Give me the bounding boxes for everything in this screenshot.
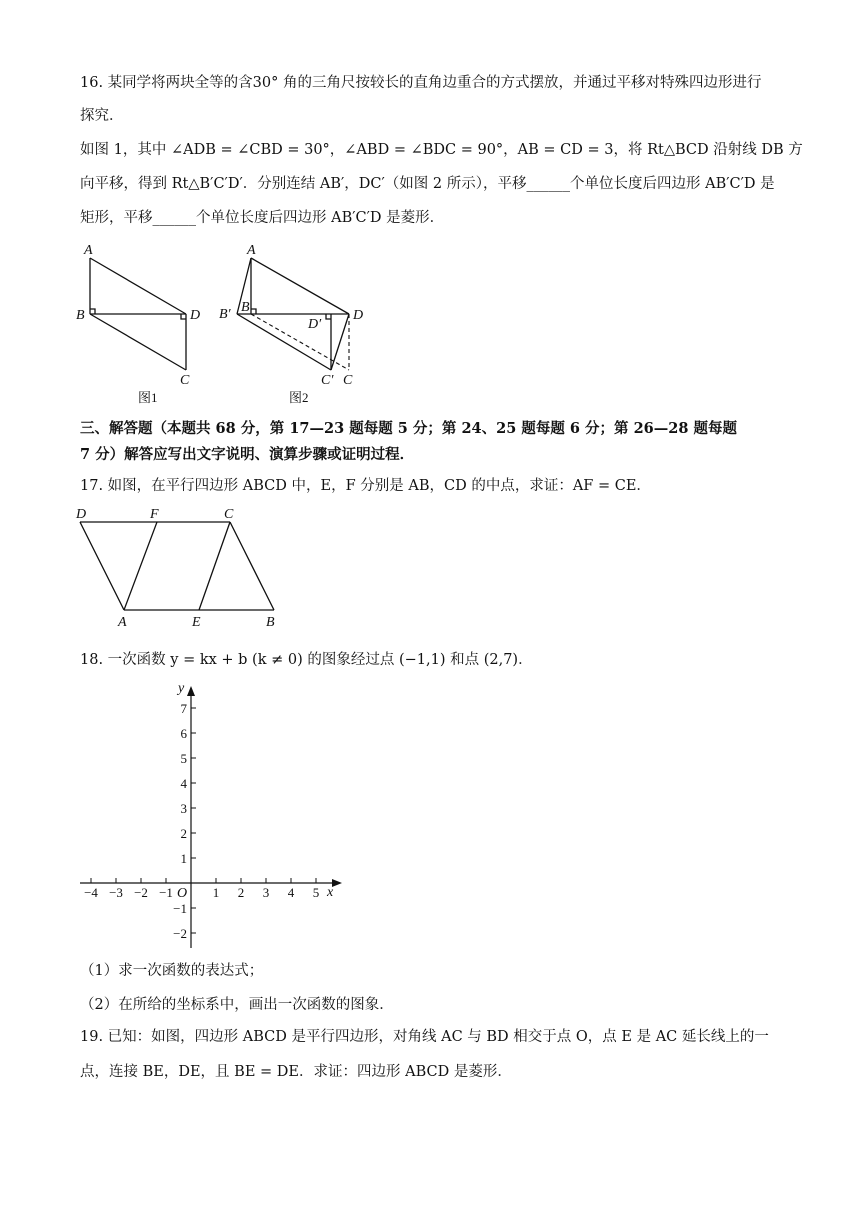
q18-y-tick-label: 5 xyxy=(180,751,187,766)
q18-x-tick-label: 2 xyxy=(237,885,245,900)
q17-label-e: E xyxy=(192,615,201,630)
fig2-right-angle-b xyxy=(251,309,256,314)
fig2-right-angle-d1 xyxy=(326,314,331,319)
fig2-label-b: B xyxy=(241,300,250,315)
q17-segment-da xyxy=(80,522,124,610)
fig1-label-d: D xyxy=(190,308,201,323)
q17-label-a: A xyxy=(118,615,127,630)
q19-line2: 点，连接 BE，DE，且 BE = DE．求证：四边形 ABCD 是菱形． xyxy=(80,1064,512,1080)
fig1-caption: 图1 xyxy=(138,390,158,405)
q18-text: 18. 一次函数 y = kx + b (k ≠ 0) 的图象经过点 (−1,1) 和点 (2,7)． xyxy=(80,652,533,668)
q17-segment-af xyxy=(124,522,157,610)
q18-x-tick-label: −3 xyxy=(109,885,123,900)
q17-text: 17. 如图，在平行四边形 ABCD 中，E，F 分别是 AB，CD 的中点，求证：AF = CE． xyxy=(80,478,651,494)
fig2-segment-ad xyxy=(251,258,349,314)
fig1-right-angle-b xyxy=(90,309,95,314)
q17-label-f: F xyxy=(150,507,159,522)
q18-y-tick-label: −1 xyxy=(173,901,187,916)
q18-x-tick-label: 1 xyxy=(212,885,220,900)
fig1-segment-ad xyxy=(90,258,186,314)
q18-y-label: y xyxy=(178,681,185,696)
q18-origin-label: O xyxy=(177,886,188,901)
q18-y-tick-label: 6 xyxy=(180,726,187,741)
q18-x-arrow-icon xyxy=(332,879,342,887)
q18-y-tick-label: 7 xyxy=(180,701,187,716)
fig2-caption: 图2 xyxy=(289,390,309,405)
fig2-label-a: A xyxy=(247,243,256,258)
q16-figure-1 xyxy=(70,238,210,408)
q18-y-arrow-icon xyxy=(187,686,195,696)
q16-line4: 向平移，得到 Rt△B′C′D′．分别连结 AB′，DC′（如图 2 所示），平移______个单位长度后四边形 AB′C′D 是 xyxy=(80,176,775,192)
q16-line3: 如图 1，其中 ∠ADB = ∠CBD = 30°，∠ABD = ∠BDC = 90°，AB = CD = 3，将 Rt△BCD 沿射线 DB 方 xyxy=(80,142,803,158)
fig1-label-c: C xyxy=(180,373,190,388)
fig1-label-a: A xyxy=(84,243,93,258)
q17-figure xyxy=(70,502,290,632)
q18-coordinate-axes xyxy=(70,678,360,954)
q19-line1: 19. 已知：如图，四边形 ABCD 是平行四边形，对角线 AC 与 BD 相交于点 O，点 E 是 AC 延长线上的一 xyxy=(80,1029,769,1045)
q18-x-tick-label: 3 xyxy=(262,885,270,900)
q18-x-label: x xyxy=(327,885,334,900)
q17-label-b: B xyxy=(266,615,275,630)
fig2-label-c: C xyxy=(343,373,353,388)
fig2-label-c-prime: C′ xyxy=(321,373,334,388)
q17-label-d: D xyxy=(76,507,87,522)
fig2-label-d: D xyxy=(353,308,364,323)
fig2-segment-c1d xyxy=(331,314,349,370)
q18-y-tick-label: 4 xyxy=(180,776,187,791)
section3-heading-line1: 三、解答题（本题共 68 分，第 17—23 题每题 5 分；第 24、25 题每题 6 分；第 26—28 题每题 xyxy=(80,420,738,437)
q18-part1: （1）求一次函数的表达式； xyxy=(80,963,264,979)
q18-x-tick-label: 4 xyxy=(287,885,295,900)
q16-line2: 探究． xyxy=(80,108,124,124)
fig1-segment-bc xyxy=(90,314,186,370)
q18-x-tick-label: −4 xyxy=(84,885,98,900)
q18-part2: （2）在所给的坐标系中，画出一次函数的图象． xyxy=(80,997,394,1013)
q18-x-tick-label: −2 xyxy=(134,885,148,900)
q17-label-c: C xyxy=(224,507,234,522)
q17-segment-cb xyxy=(230,522,274,610)
q18-y-tick-label: 2 xyxy=(180,826,187,841)
section3-heading-line2: 7 分）解答应写出文字说明、演算步骤或证明过程． xyxy=(80,446,415,463)
q18-x-tick-label: −1 xyxy=(159,885,173,900)
q18-y-tick-label: 1 xyxy=(180,851,187,866)
fig2-label-b-prime: B′ xyxy=(219,307,231,322)
q18-y-tick-label: −2 xyxy=(173,926,187,941)
q17-segment-ec xyxy=(199,522,230,610)
fig1-label-b: B xyxy=(76,308,85,323)
q16-line1: 16. 某同学将两块全等的含30° 角的三角尺按较长的直角边重合的方式摆放，并通过平移对特殊四边形进行 xyxy=(80,75,762,91)
q18-x-tick-label: 5 xyxy=(312,885,320,900)
q16-line5: 矩形，平移______个单位长度后四边形 AB′C′D 是菱形． xyxy=(80,210,445,226)
fig2-label-d-prime: D′ xyxy=(308,317,322,332)
q16-figure-2 xyxy=(215,238,375,408)
fig1-right-angle-d xyxy=(181,314,186,319)
q18-y-tick-label: 3 xyxy=(180,801,187,816)
